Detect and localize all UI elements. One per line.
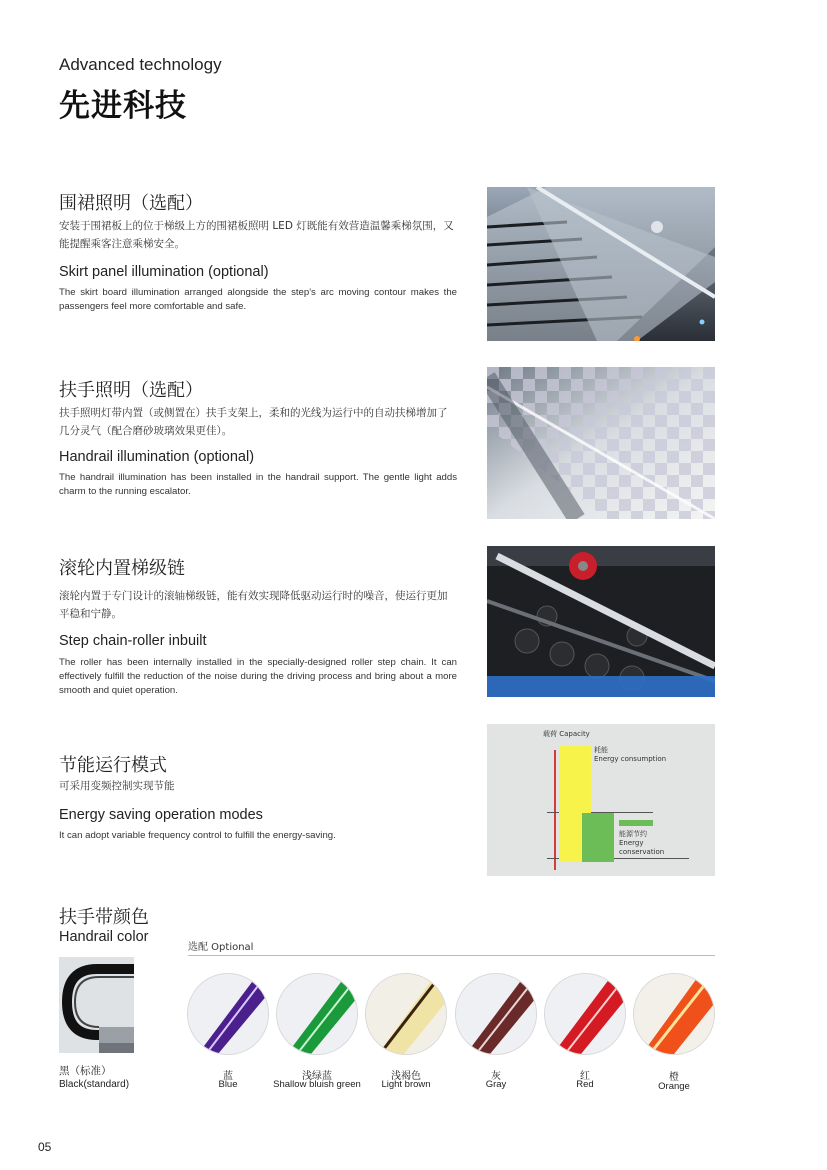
color-swatch-orange[interactable] xyxy=(634,974,714,1054)
color-label-zh: 橙 xyxy=(669,1072,679,1083)
energy-diagram xyxy=(487,724,715,876)
page-title: 先进科技 xyxy=(59,88,187,124)
section-title-en: Energy saving operation modes xyxy=(59,807,263,823)
color-label-zh: 灰 xyxy=(491,1071,501,1082)
section-desc-zh: 滚轮内置于专门设计的滚轴梯级链，能有效实现降低驱动运行时的噪音，使运行更加平稳和宁静。 xyxy=(59,590,448,620)
color-swatch-shallow-bluish-green[interactable] xyxy=(277,974,357,1054)
conservation-label: 能源节约 Energy conservation xyxy=(619,830,665,856)
y-axis xyxy=(554,750,556,870)
section-title-zh: 节能运行模式 xyxy=(59,755,167,776)
color-label-en: Red xyxy=(576,1079,594,1090)
black-handrail-photo xyxy=(59,957,134,1053)
color-label-en: Blue xyxy=(218,1079,238,1090)
step-chain-photo xyxy=(487,546,715,697)
section-desc-zh: 可采用变频控制实现节能 xyxy=(59,780,175,792)
section-title-en: Step chain-roller inbuilt xyxy=(59,633,207,649)
color-label-zh: 蓝 xyxy=(223,1071,233,1082)
color-label-en: Gray xyxy=(485,1079,507,1090)
section-title-en: Handrail illumination (optional) xyxy=(59,449,255,465)
section-desc-en: The handrail illumination has been installed in the handrail support. The gentle light adds charm to the running escalator. xyxy=(59,472,457,497)
section-desc-en: The skirt board illumination arranged alongside the step's arc moving contour makes the passengers feel more comfortable and safe. xyxy=(59,287,457,312)
color-label-en: Shallow bluish green xyxy=(273,1079,361,1090)
page-number: 05 xyxy=(38,1140,52,1154)
section-title-zh: 围裙照明（选配） xyxy=(59,193,203,214)
consumption-label: 耗能 Energy consumption xyxy=(594,746,667,763)
capacity-label: 载荷 Capacity xyxy=(543,730,590,738)
color-swatch-blue[interactable] xyxy=(188,974,268,1054)
conservation-legend-swatch xyxy=(619,820,653,826)
color-label-zh: 浅褐色 xyxy=(391,1071,421,1082)
color-swatch-light-brown[interactable] xyxy=(366,974,446,1054)
handrail-color-title-en: Handrail color xyxy=(59,929,149,945)
section-desc-en: The roller has been internally installed in the specially-designed roller step chain. It can effectively fulfill the reduction of the noise during the driving process and bring about a more smooth and quiet operation. xyxy=(59,657,457,696)
color-label-en: Light brown xyxy=(381,1079,431,1090)
color-label-zh: 浅绿蓝 xyxy=(302,1071,332,1082)
handrail-illumination-photo xyxy=(487,367,715,519)
standard-color-zh: 黑（标准） xyxy=(59,1065,112,1077)
color-label-zh: 红 xyxy=(580,1071,590,1082)
section-title-zh: 滚轮内置梯级链 xyxy=(59,558,185,579)
section-desc-en: It can adopt variable frequency control to fulfill the energy-saving. xyxy=(59,830,336,841)
section-title-en: Skirt panel illumination (optional) xyxy=(59,264,269,280)
color-swatch-gray[interactable] xyxy=(456,974,536,1054)
color-label-en: Orange xyxy=(658,1081,690,1092)
section-desc-zh: 安装于围裙板上的位于梯级上方的围裙板照明 LED 灯既能有效营造温馨乘梯氛围，又能提醒乘客注意乘梯安全。 xyxy=(59,220,454,250)
color-swatch-red[interactable] xyxy=(545,974,625,1054)
reduced-bar xyxy=(582,813,614,862)
optional-label: 选配 Optional xyxy=(188,942,254,953)
skirt-panel-photo xyxy=(487,187,715,341)
optional-divider xyxy=(188,955,715,956)
handrail-color-title-zh: 扶手带颜色 xyxy=(59,907,149,928)
standard-color-en: Black(standard) xyxy=(59,1079,130,1090)
section-desc-zh: 扶手照明灯带内置（或侧置在）扶手支架上，柔和的光线为运行中的自动扶梯增加了几分灵气（配合磨砂玻璃效果更佳）。 xyxy=(59,407,448,437)
section-title-zh: 扶手照明（选配） xyxy=(59,380,203,401)
page-subtitle: Advanced technology xyxy=(59,55,222,74)
